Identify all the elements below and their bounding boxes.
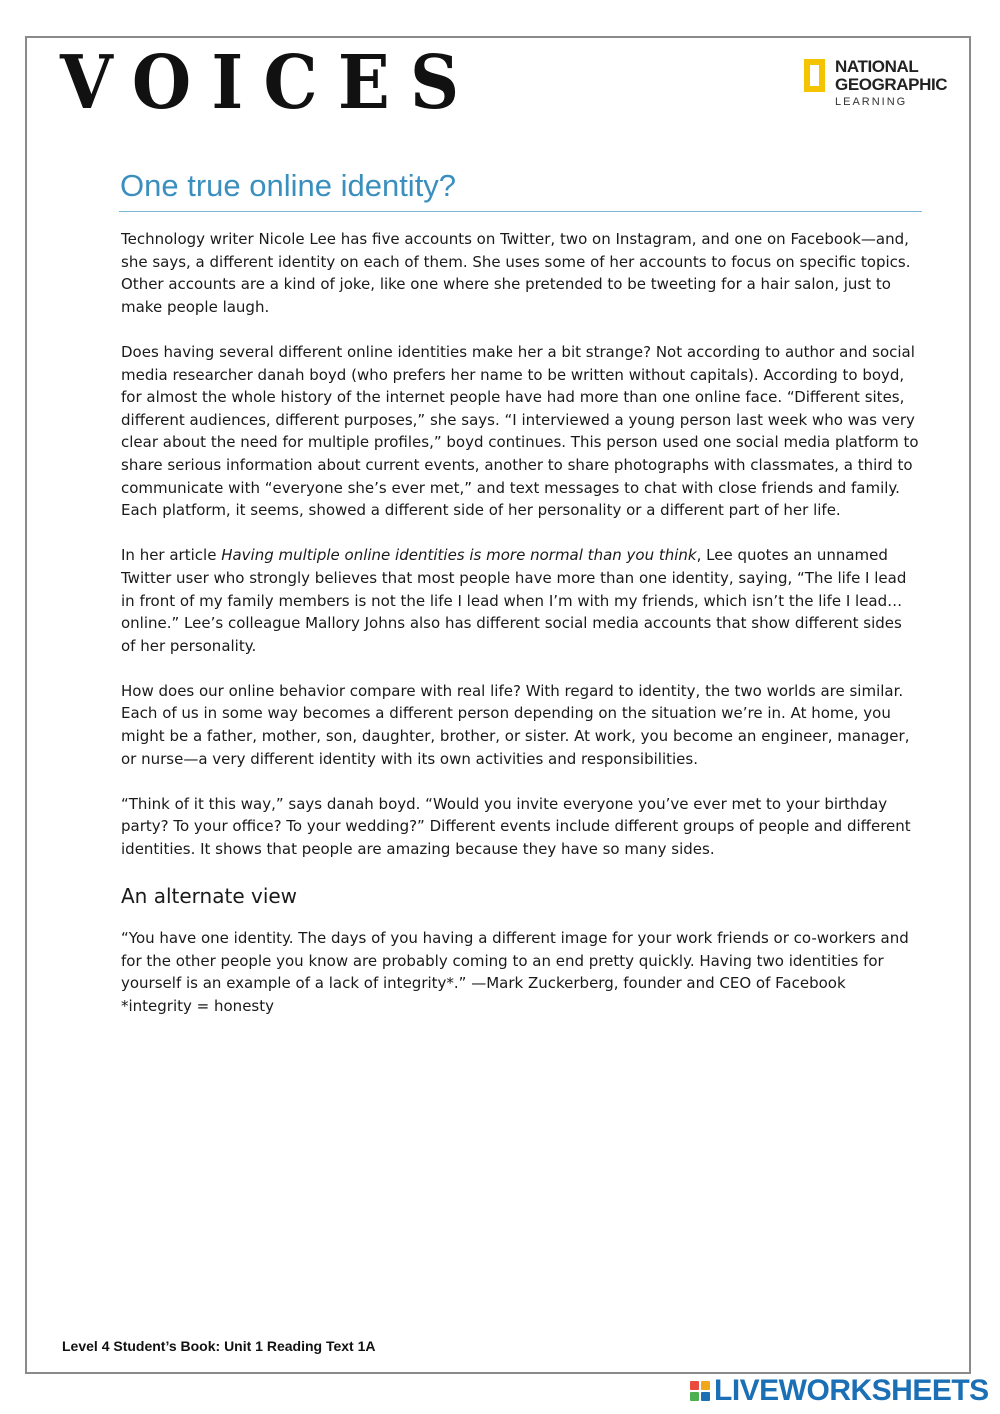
title-divider — [119, 211, 922, 212]
paragraph-5: “Think of it this way,” says danah boyd. “Would you invite everyone you’ve ever met to your birthday party? To your office? To your wedding?” Different events include different groups of people and different identities. It shows that people are amazing because they have so many sides. — [121, 794, 911, 859]
footer-source: Level 4 Student’s Book: Unit 1 Reading Text 1A — [62, 1338, 376, 1354]
zuckerberg-quote: “You have one identity. The days of you having a different image for your work friends or co-workers and for the other people you know are probably coming to an end pretty quickly. Having two identities for yourself is an example of a lack of integrity*.” —Mark Zuckerberg, founder and CEO of Facebook — [121, 929, 909, 993]
yellow-border-icon — [804, 59, 825, 92]
paragraph-3 — [121, 544, 921, 657]
footnote: *integrity = honesty — [121, 997, 274, 1015]
national-geographic-learning-logo — [804, 58, 947, 108]
liveworksheets-watermark — [690, 1376, 989, 1406]
article-title: One true online identity? — [120, 168, 457, 203]
quote-block — [121, 927, 921, 1017]
paragraph-4: How does our online behavior compare with real life? With regard to identity, the two worlds are similar. Each of us in some way becomes a different person depending on the situation we’re in. At home, you might be a father, mother, son, daughter, brother, or sister. At work, you become an engineer, manager, or nurse—a very different identity with its own activities and responsibilities. — [121, 681, 910, 768]
logo-line-learning: LEARNING — [835, 96, 908, 108]
voices-wordmark: VOICES — [60, 40, 480, 126]
paragraph-3-intro: In her article — [121, 546, 222, 565]
logo-line-geographic: GEOGRAPHIC — [835, 75, 948, 94]
liveworksheets-logo-icon — [690, 1381, 710, 1401]
liveworksheets-text: LIVEWORKSHEETS — [714, 1374, 989, 1407]
article-body — [121, 228, 921, 1018]
article-citation: Having multiple online identities is more normal than you think — [221, 546, 697, 565]
subheading-alternate-view: An alternate view — [121, 884, 298, 909]
paragraph-2: Does having several different online identities make her a bit strange? Not according to author and social media researcher danah boyd (who prefers her name to be written without capitals). According to boyd, for almost the whole history of the internet people have had more than one online face. “Different sites, different audiences, different purposes,” she says. “I interviewed a young person last week who was very clear about the need for multiple profiles,” boyd continues. This person used one social media platform to share serious information about current events, another to share photographs with classmates, a third to communicate with “everyone she’s ever met,” and text messages to chat with close friends and family. Each platform, it seems, showed a different side of her personality or a different part of her life. — [121, 342, 919, 520]
logo-line-national: NATIONAL — [835, 57, 919, 76]
paragraph-1: Technology writer Nicole Lee has five accounts on Twitter, two on Instagram, and one on Facebook—and, she says, a different identity on each of them. She uses some of her accounts to focus on specific topics. Other accounts are a kind of joke, like one where she pretended to be tweeting for a hair salon, just to make people laugh. — [121, 230, 911, 316]
paragraph-3-rest: , Lee quotes an unnamed Twitter user who strongly believes that most people have more than one identity, saying, “The life I lead in front of my family members is not the life I lead when I’m with my friends, which isn’t the life I lead…online.” Lee’s colleague Mallory Johns also has different social media accounts that show different sides of her personality. — [121, 546, 907, 655]
logo-text — [835, 58, 947, 108]
